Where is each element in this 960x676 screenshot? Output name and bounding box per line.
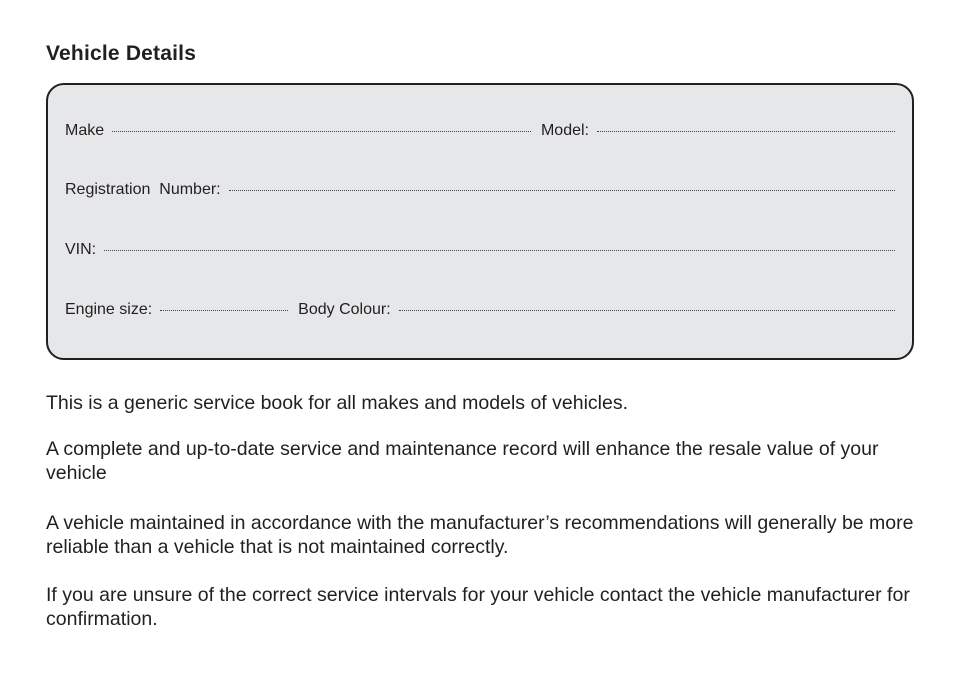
- engine-colour-row: [65, 301, 895, 319]
- paragraph: A complete and up-to-date service and maintenance record will enhance the resale value of your vehicle: [46, 438, 879, 484]
- vin-field[interactable]: [104, 250, 895, 251]
- vin-label: VIN:: [65, 241, 97, 258]
- make-label: Make: [65, 122, 105, 139]
- model-label: Model:: [540, 122, 589, 139]
- make-model-row: [65, 122, 895, 140]
- registration-row: [65, 181, 895, 199]
- model-field[interactable]: [597, 131, 895, 132]
- vin-row: [65, 241, 895, 259]
- paragraph: A vehicle maintained in accordance with the manufacturer’s recommendations will generally be more reliable than a vehicle that is not maintained correctly.: [46, 512, 914, 558]
- section-title: Vehicle Details: [46, 42, 197, 65]
- vehicle-details-form: [46, 83, 914, 360]
- paragraph: This is a generic service book for all makes and models of vehicles.: [46, 392, 629, 414]
- engine-size-label: Engine size:: [65, 301, 153, 318]
- paragraph: If you are unsure of the correct service intervals for your vehicle contact the vehicle manufacturer for confirmation.: [46, 584, 910, 630]
- body-colour-field[interactable]: [399, 310, 895, 311]
- body-colour-label: Body Colour:: [298, 301, 391, 318]
- engine-size-field[interactable]: [160, 310, 288, 311]
- registration-label: Registration Number:: [65, 181, 221, 198]
- registration-field[interactable]: [229, 190, 895, 191]
- make-field[interactable]: [112, 131, 531, 132]
